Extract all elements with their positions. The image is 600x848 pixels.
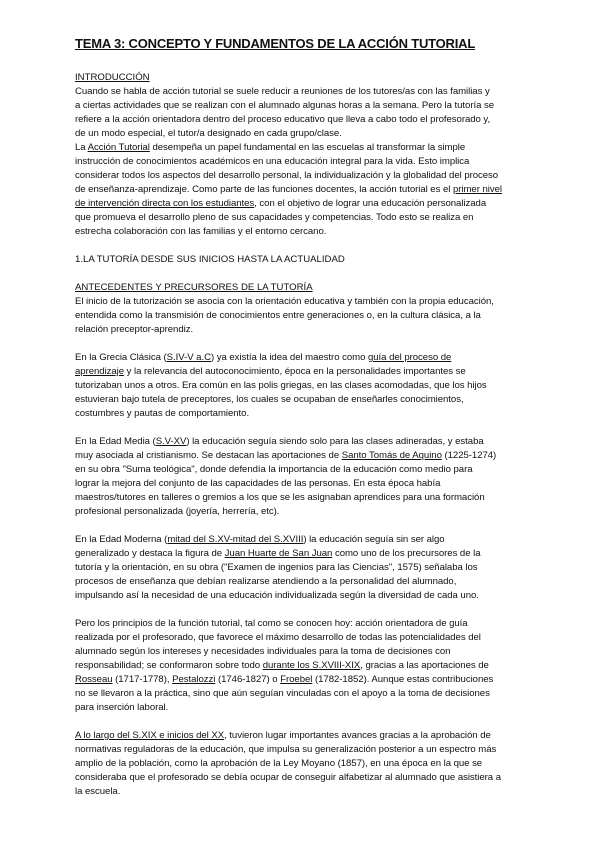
underlined-text: Juan Huarte de San Juan [224,548,333,559]
text-line [75,309,535,323]
text-run: maestros/tutores en talleres o gremios a los que se les asignaban aprendices para una formación [75,492,485,503]
underlined-text: Santo Tomás de Aquino [341,450,442,461]
text-run: consideraba que el profesorado se debía ocupar de conseguir alfabetizar al alumnado que asistiera a [75,772,501,783]
text-line [75,589,535,603]
text-line [75,407,535,421]
text-line [75,701,535,715]
text-run: lograr la mejora del conjunto de las capacidades de las personas. En esta época había [75,478,441,489]
text-line [75,491,535,505]
text-line [75,771,535,785]
text-run: estuvieran bajo tutela de preceptores, los cuales se ocupaban de enseñarles conocimientos, [75,394,464,405]
text-run: para inserción laboral. [75,702,169,713]
blank-line [75,421,535,435]
underlined-text: A lo largo del S.XIX e inicios del XX [75,730,225,741]
text-run: responsabilidad; se conformaron sobre todo [75,660,263,671]
text-line [75,211,535,225]
paragraph [75,617,535,715]
text-line [75,113,535,127]
text-run: y la relevancia del autoconocimiento, época en la personalidades importantes se [124,366,466,377]
paragraph [75,533,535,603]
text-line [75,477,535,491]
text-line [75,225,535,239]
text-run: refiere a la acción orientadora dentro del proceso educativo que lleva a cabo todo el profesorado y, [75,114,491,125]
underlined-text: Rosseau [75,674,113,685]
text-run: tutorizaban unos a otros. Era común en las polis griegas, en las clases acomodadas, que los hijos [75,380,487,391]
text-line [75,127,535,141]
paragraph [75,729,535,799]
paragraph [75,85,535,239]
text-run: desempeña un papel fundamental en las escuelas al transformar la simple [149,142,466,153]
text-run: Pero los principios de la función tutorial, tal como se conocen hoy: acción orientadora de guía [75,618,468,629]
text-line [75,547,535,561]
text-run: entendida como la transmisión de conocimientos entre generaciones o, en la cultura clásica, a la [75,310,481,321]
text-line [75,645,535,659]
underlined-text: S.IV-V a.C [166,352,211,363]
text-run: ) ya existía la idea del maestro como [210,352,368,363]
text-line [75,785,535,799]
text-run: (1225-1274) [441,450,497,461]
text-line [75,183,535,197]
blank-line [75,519,535,533]
underlined-text: guía del proceso de [367,352,452,363]
text-line [75,323,535,337]
text-line [75,169,535,183]
underlined-text: primer nivel [452,184,502,195]
text-run: tutoría y la orientación, en su obra ("Examen de ingenios para las Ciencias", 1575) señalaba los [75,562,478,573]
text-line [75,449,535,463]
text-line [75,575,535,589]
text-run: de enseñanza-aprendizaje. Como parte de las funciones docentes, la acción tutorial es el [75,184,453,195]
text-run: (1717-1778), [112,674,173,685]
underlined-text: mitad del S.XV-mitad del S.XVIII [167,534,304,545]
underlined-text: aprendizaje [75,366,125,377]
text-line [75,393,535,407]
underlined-text: S.V-XV [155,436,187,447]
section-heading: ANTECEDENTES Y PRECURSORES DE LA TUTORÍA [75,282,313,293]
text-run: que promueva el desarrollo pleno de sus capacidades y competencias. Todo esto se realiza en [75,212,474,223]
text-run: muy asociada al cristianismo. Se destacan las aportaciones de [75,450,342,461]
text-run: generalizado y destaca la figura de [75,548,225,559]
text-run: impulsando así la necesidad de una educación individualizada según la diversidad de cada uno. [75,590,479,601]
text-line [75,463,535,477]
text-line [75,631,535,645]
blank-line [75,715,535,729]
text-run: relación preceptor-aprendiz. [75,324,194,335]
text-run: procesos de enseñanza que debían realizarse atendiendo a la personalidad del alumnado, [75,576,457,587]
text-line [75,379,535,393]
text-run: estrecha colaboración con las familias y el entorno cercano. [75,226,327,237]
underlined-text: Acción Tutorial [87,142,150,153]
text-line [75,687,535,701]
text-line [75,533,535,547]
text-run: instrucción de conocimientos académicos en una educación integral para la vida. Esto implica [75,156,470,167]
text-line [75,85,535,99]
text-run: , tuvieron lugar importantes avances gracias a la aprobación de [224,730,491,741]
text-line [75,351,535,365]
text-run: ) la educación seguía sin ser algo [303,534,445,545]
text-line [75,141,535,155]
blank-line [75,239,535,253]
text-run: alumnado según los intereses y necesidades individuales para la toma de decisiones con [75,646,451,657]
text-run: no se llevaron a la práctica, sino que aún seguían vinculadas con el apoyo a la toma de decisiones [75,688,490,699]
text-run: ) la educación seguía siendo solo para las clases adineradas, y estaba [186,436,484,447]
text-run: como uno de los precursores de la [332,548,481,559]
text-run: de un modo especial, el tutor/a designado en cada grupo/clase. [75,128,342,139]
text-run: La [75,142,88,153]
document-body [75,71,535,799]
paragraph [75,295,535,337]
text-run: realizada por el profesorado, que favorece el máximo desarrollo de todas las potencialidades del [75,632,481,643]
document-title: TEMA 3: CONCEPTO Y FUNDAMENTOS DE LA ACCIÓN TUTORIAL [75,36,476,51]
underlined-text: Pestalozzi [172,674,216,685]
text-line [75,659,535,673]
text-line [75,155,535,169]
text-line [75,505,535,519]
text-line [75,99,535,113]
text-run: Cuando se habla de acción tutorial se suele reducir a reuniones de los tutores/as con las familias y [75,86,490,97]
text-run: normativas reguladoras de la educación, que impulsa su generalización posterior a un espectro más [75,744,497,755]
text-line [75,757,535,771]
text-run: profesional personalizada (joyería, herrería, etc). [75,506,280,517]
text-line [75,617,535,631]
blank-line [75,337,535,351]
text-run: la escuela. [75,786,121,797]
text-line [75,295,535,309]
underlined-text: de intervención directa con los estudiantes [75,198,255,209]
underlined-text: Froebel [280,674,313,685]
paragraph [75,351,535,421]
paragraph [75,435,535,519]
text-run: en su obra "Suma teológica", donde defendía la importancia de la educación como medio para [75,464,473,475]
text-run: El inicio de la tutorización se asocia con la orientación educativa y también con la propia educación, [75,296,494,307]
text-run: amplio de la población, como la aprobación de la Ley Moyano (1857), en una época en la que se [75,758,483,769]
text-line [75,673,535,687]
text-run: considerar todos los aspectos del desarrollo personal, la individualización y la globalidad del proceso [75,170,499,181]
text-run: (1782-1852). Aunque estas contribuciones [312,674,494,685]
section-heading: 1.LA TUTORÍA DESDE SUS INICIOS HASTA LA ACTUALIDAD [75,254,345,265]
text-run: En la Grecia Clásica ( [75,352,167,363]
text-run: a ciertas actividades que se realizan con el alumnado algunas horas a la semana. Pero la tutoría se [75,100,495,111]
section-heading: INTRODUCCIÓN [75,72,150,83]
text-line [75,435,535,449]
text-line [75,197,535,211]
text-line [75,743,535,757]
text-run: En la Edad Moderna ( [75,534,168,545]
text-run: costumbres y pautas de comportamiento. [75,408,250,419]
text-run: (1746-1827) o [215,674,281,685]
text-run: , gracias a las aportaciones de [360,660,489,671]
text-run: , con el objetivo de lograr una educación personalizada [254,198,487,209]
blank-line [75,603,535,617]
text-run: En la Edad Media ( [75,436,156,447]
text-line [75,729,535,743]
text-line [75,365,535,379]
underlined-text: durante los S.XVIII-XIX [262,660,361,671]
text-line [75,561,535,575]
blank-line [75,267,535,281]
